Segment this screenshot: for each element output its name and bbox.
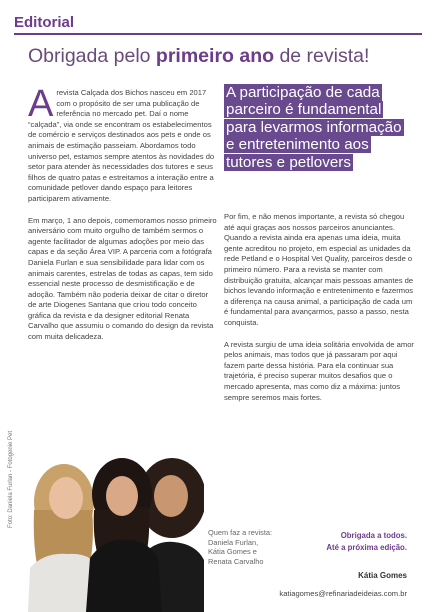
closing-message xyxy=(326,530,407,554)
section-divider xyxy=(14,33,422,35)
right-paragraph-1: Por fim, e não menos importante, a revista só chegou até aqui graças aos nossos parceiros anunciantes. Quando a revista ainda era apenas uma ideia, muita gente acreditou no projeto, em especial as unidades da rede Petland e o Hospital Vet Quality, parceiros desde o primeiro número. Para a revista se manter com distribuição gratuita, alcançar mais pessoas amantes de bichos levando informação e entretenimento e fazermos a diferença na causa animal, a participação de cada um é fundamental para avançarmos, passo a passo, nesta conquista. xyxy=(224,212,414,327)
left-paragraph-2: Em março, 1 ano depois, comemoramos nosso primeiro aniversário com muito orgulho de também sermos o agente facilitador de algumas adoções por meio das capas e da seção Área VIP. A parceria com a fotógrafa Daniela Furlan e sua sensibilidade para lidar com os animais carentes, estrelas de todas as capas, tem sido essencial neste processo de desmistificação e de adoção. Também não poderia deixar de citar o diretor de arte Diogenes Santana que criou todo conceito gráfica da revista e da designer editorial Renata Carvalho que assumiu o comando do design da revista com muita delicadeza. xyxy=(28,215,217,342)
left-paragraph-1 xyxy=(28,83,218,205)
photo-caption xyxy=(208,528,272,566)
pull-quote xyxy=(224,84,414,171)
team-photo-illustration xyxy=(24,440,204,612)
caption-line-4: Renata Carvalho xyxy=(208,556,264,566)
closing-line-2: Até a próxima edição. xyxy=(326,543,407,552)
pull-quote-text: A participação de cada parceiro é fundamental para levarmos informação e entretenimento aos tutores e petlovers xyxy=(226,84,402,171)
author-signature: Kátia Gomes xyxy=(358,571,407,580)
drop-cap: A xyxy=(28,83,54,125)
closing-line-1: Obrigada a todos. xyxy=(340,531,407,540)
headline-end: de revista! xyxy=(274,45,370,67)
photo-credit: Foto: Daniela Furlan - Fotogenie Pet xyxy=(8,430,14,528)
section-label: Editorial xyxy=(14,14,75,31)
right-paragraph-2: A revista surgiu de uma ideia solitária envolvida de amor pelos animais, mas todos que já passaram por aqui fazem parte dessa história. Para ela continuar sua trajetória, é preciso superar muitos desafios que o mercado apresenta, mas como diz a máxima: juntos sempre seremos mais fortes. xyxy=(224,339,414,402)
left-column xyxy=(28,83,218,343)
caption-line-2: Daniela Furlan, xyxy=(208,537,259,547)
caption-line-1: Quem faz a revista: xyxy=(208,528,273,537)
headline-emphasis: primeiro ano xyxy=(155,45,275,67)
left-paragraph-1-text: revista Calçada dos Bichos nasceu em 2017 com o propósito de ser uma publicação de referência no mercado pet. Daí o nome “calçada”, via onde se encontram os estabelecimentos de comércio e serviços destinados aos pets e onde os animais de estimação passeiam. Abordamos todo universo pet, estamos sempre atentos às novidades do setor para atender às necessidades dos tutores e seus filhos de quatro patas e estreitamos a interação entre a comunidade petlover dando espaço para leitores participarem ativamente. xyxy=(28,88,215,203)
caption-line-3: Kátia Gomes e xyxy=(208,547,257,557)
team-photo xyxy=(24,440,204,612)
right-column xyxy=(224,212,414,403)
headline-start: Obrigada pelo xyxy=(28,45,156,67)
headline xyxy=(28,45,369,68)
author-email[interactable]: katiagomes@refinariadeideias.com.br xyxy=(279,589,407,598)
